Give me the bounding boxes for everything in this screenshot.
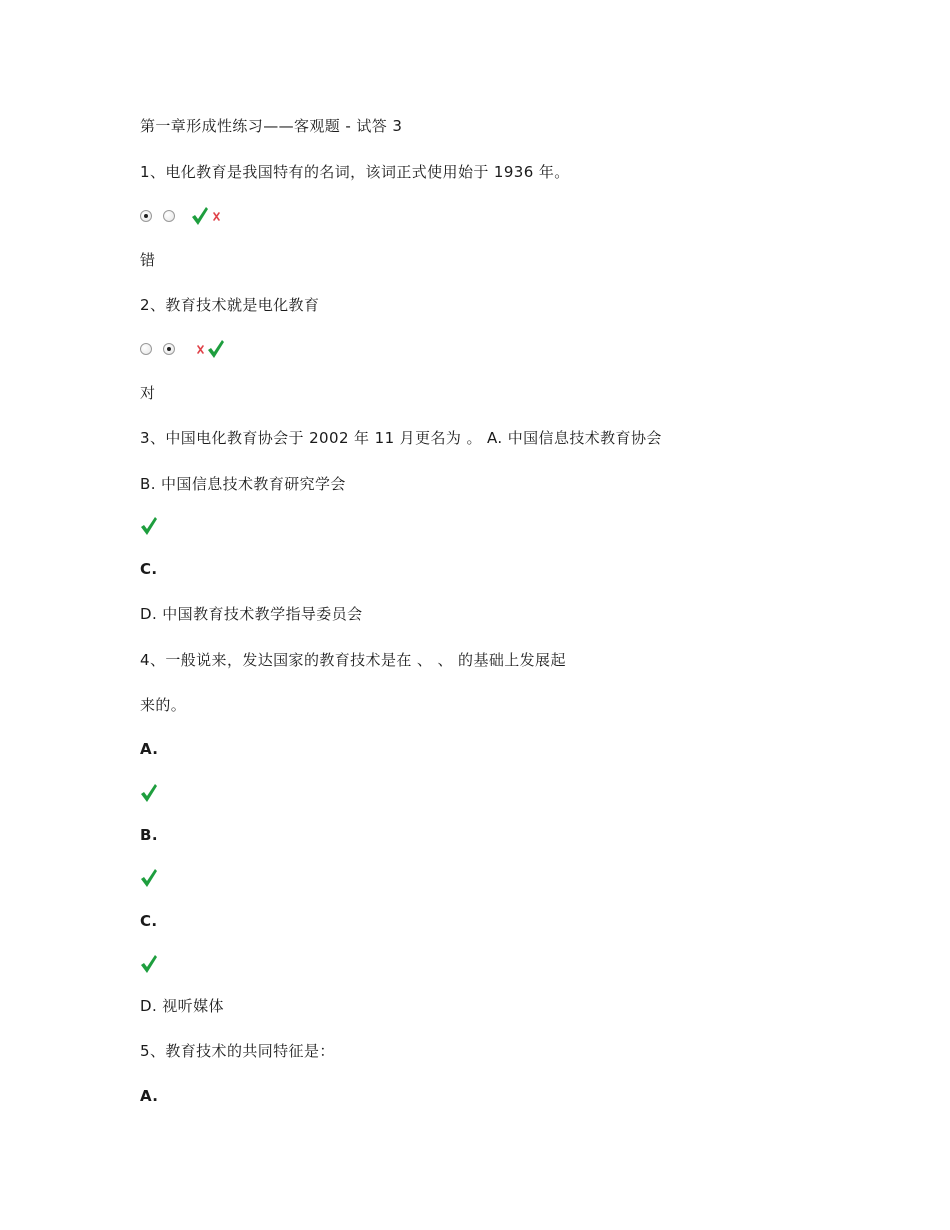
question-4-check-row-c (140, 952, 158, 976)
question-4-option-d: D. 视听媒体 (140, 997, 224, 1015)
checkmark-icon (140, 868, 158, 888)
radio-unselected-icon[interactable] (163, 210, 175, 222)
question-4-text-line1: 4、一般说来，发达国家的教育技术是在 、 、 的基础上发展起 (140, 651, 566, 669)
checkmark-icon (140, 516, 158, 536)
question-1-text: 1、电化教育是我国特有的名词，该词正式使用始于 1936 年。 (140, 163, 570, 181)
checkmark-icon (140, 783, 158, 803)
question-2-text: 2、教育技术就是电化教育 (140, 296, 320, 314)
radio-selected-icon[interactable] (140, 210, 152, 222)
checkmark-icon (140, 954, 158, 974)
question-5-text: 5、教育技术的共同特征是： (140, 1042, 335, 1060)
question-5-option-a: A. (140, 1087, 159, 1105)
question-4-option-a: A. (140, 740, 159, 758)
cross-icon (212, 211, 221, 222)
checkmark-icon (191, 206, 209, 226)
question-3-option-d: D. 中国教育技术教学指导委员会 (140, 605, 363, 623)
question-1-answer: 错 (140, 251, 156, 269)
question-1-answer-row (140, 204, 221, 228)
question-4-check-row-a (140, 781, 158, 805)
question-4-text-line2: 来的。 (140, 696, 187, 714)
question-3-text: 3、中国电化教育协会于 2002 年 11 月更名为 。 A. 中国信息技术教育协会 (140, 429, 662, 447)
question-3-option-c: C. (140, 560, 158, 578)
question-3-check-row (140, 514, 158, 538)
question-4-check-row-b (140, 866, 158, 890)
page-title: 第一章形成性练习——客观题 - 试答 3 (140, 117, 403, 135)
checkmark-icon (207, 339, 225, 359)
question-3-option-b: B. 中国信息技术教育研究学会 (140, 475, 346, 493)
question-4-option-c: C. (140, 912, 158, 930)
question-2-answer-row (140, 337, 225, 361)
radio-selected-icon[interactable] (163, 343, 175, 355)
cross-icon (196, 344, 205, 355)
question-4-option-b: B. (140, 826, 158, 844)
radio-unselected-icon[interactable] (140, 343, 152, 355)
question-2-answer: 对 (140, 384, 156, 402)
